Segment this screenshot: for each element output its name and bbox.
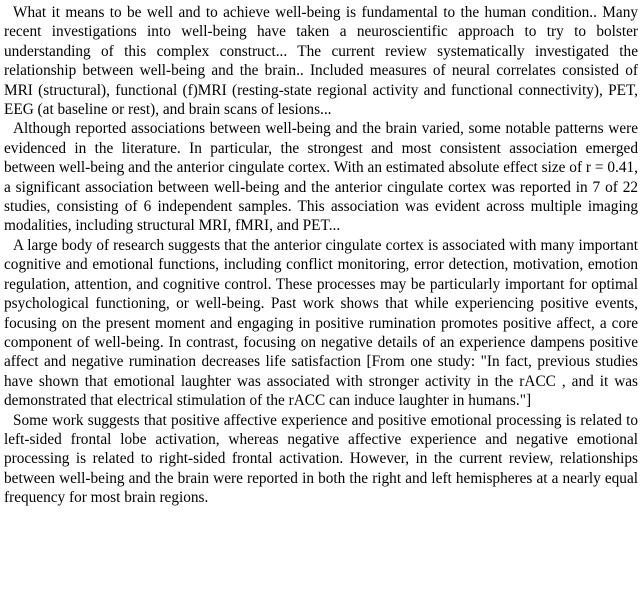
paragraph-anterior-cingulate-findings: Although reported associations between well-being and the brain varied, some notable patterns were evidenced in the literature. In particular, the strongest and most consistent association emerged between well-being and the anterior cingulate cortex. With an estimated absolute effect size of r = 0.41, a significant association between well-being and the anterior cingulate cortex was reported in 7 of 22 studies, consisting of 6 independent samples. This association was evident across multiple imaging modalities, including structural MRI, fMRI, and PET... bbox=[4, 120, 638, 235]
paragraph-cingulate-functions: A large body of research suggests that the anterior cingulate cortex is associated with many important cognitive and emotional functions, including conflict monitoring, error detection, motivation, emotion regulation, attention, and cognitive control. These processes may be particularly important for optimal psychological functioning, or well-being. Past work shows that while experiencing positive events, focusing on the present moment and engaging in positive rumination promotes positive affect, a core component of well-being. In contrast, focusing on negative details of an experience dampens positive affect and negative rumination decreases life satisfaction [From one study: "In fact, previous studies have shown that emotional laughter was associated with stronger activity in the rACC , and it was demonstrated that electrical stimulation of the rACC can induce laughter in humans."] bbox=[4, 236, 638, 410]
paragraph-hemispheric-lateralization: Some work suggests that positive affective experience and positive emotional processing is related to left-sided frontal lobe activation, whereas negative affective experience and negative emotional processing is related to right-sided frontal activation. However, in the current review, relationships between well-being and the brain were reported in both the right and left hemispheres at a nearly equal frequency for most brain regions. bbox=[4, 411, 638, 507]
paragraph-wellbeing-intro: What it means to be well and to achieve well-being is fundamental to the human condition.. Many recent investigations into well-being have taken a neuroscientific approach to try to bolster understanding of this complex construct... The current review systematically investigated the relationship between well-being and the brain.. Included measures of neural correlates consisted of MRI (structural), functional (f)MRI (resting-state regional activity and functional connectivity), PET, EEG (at baseline or rest), and brain scans of lesions... bbox=[4, 4, 638, 119]
